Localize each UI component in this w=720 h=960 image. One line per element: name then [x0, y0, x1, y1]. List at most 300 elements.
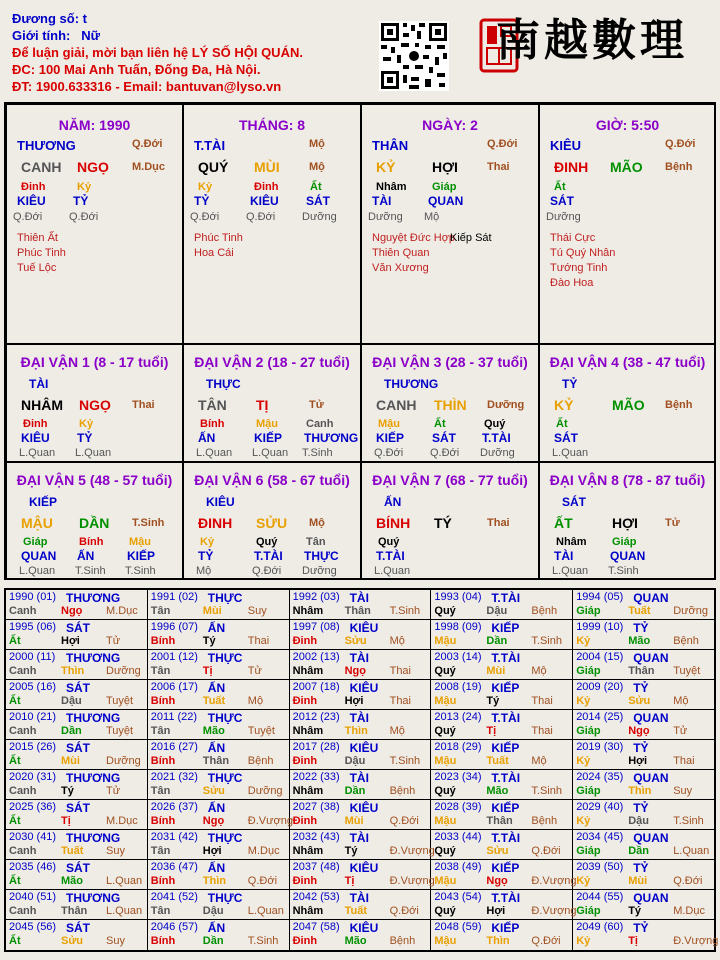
- hidden-god: T.TÀI: [254, 549, 283, 563]
- heavenly-stem: BÍNH: [376, 515, 411, 531]
- hidden-stem: Giáp: [612, 536, 637, 548]
- note-item: Thái Cực: [550, 232, 596, 244]
- year-cell: [6, 800, 148, 829]
- year-stem: Giáp: [576, 905, 601, 917]
- year-stage: T.Sinh: [531, 635, 562, 647]
- year-stage: Thai: [531, 725, 553, 737]
- year-cell: [431, 740, 573, 769]
- year-cell: [290, 890, 432, 919]
- year-stage: Thai: [673, 755, 695, 767]
- year-stem: Bính: [150, 815, 176, 827]
- year-ten-god: TÀI: [349, 891, 369, 905]
- year-cell: [431, 920, 573, 950]
- hidden-stage: Q.Đới: [374, 447, 404, 459]
- year-label: 2008 (19): [434, 681, 482, 693]
- year-stem: Canh: [9, 725, 37, 737]
- year-stem: Canh: [9, 845, 37, 857]
- year-label: 2013 (24): [434, 711, 482, 723]
- earthly-branch: THÌN: [434, 397, 467, 413]
- hidden-stage: Q.Đới: [246, 211, 276, 223]
- year-label: 1993 (04): [434, 591, 482, 603]
- year-stem: Mậu: [434, 695, 457, 707]
- year-branch: Hợi: [61, 635, 80, 647]
- year-label: 2021 (32): [150, 771, 198, 783]
- branch-stage: T.Sinh: [132, 517, 165, 529]
- earthly-branch: MÙI: [254, 159, 280, 175]
- year-cell: [290, 680, 432, 709]
- year-ten-god: THỰC: [207, 891, 243, 905]
- hidden-stem: Nhâm: [376, 181, 407, 193]
- year-stage: Q.Đới: [673, 875, 703, 887]
- year-stage: T.Sinh: [531, 785, 562, 797]
- hidden-stage: T.Sinh: [125, 565, 156, 577]
- year-branch: Ngọ: [486, 875, 508, 887]
- hidden-stage: L.Quan: [374, 565, 411, 577]
- year-branch: Sửu: [486, 845, 509, 857]
- ten-god-label: KIẾP: [29, 495, 58, 509]
- dai-van-title: ĐẠI VẬN 3 (28 - 37 tuổi): [372, 354, 528, 370]
- earthly-branch: NGỌ: [79, 397, 111, 413]
- year-cell: [573, 860, 714, 889]
- hidden-stem: Kỷ: [200, 536, 215, 548]
- note-extra: Kiếp Sát: [450, 232, 492, 244]
- year-ten-god: KIÊU: [349, 921, 379, 935]
- year-stage: T.Sinh: [673, 815, 704, 827]
- year-label: 2023 (34): [434, 771, 482, 783]
- year-label: 2032 (43): [292, 831, 340, 843]
- year-stage: Suy: [247, 605, 267, 617]
- year-row: [6, 860, 714, 890]
- hidden-god: KIÊU: [250, 194, 279, 208]
- year-cell: [148, 800, 293, 829]
- year-branch: Thân: [628, 665, 655, 677]
- year-ten-god: T.TÀI: [491, 771, 521, 785]
- year-stage: L.Quan: [106, 905, 143, 917]
- year-stage: Bệnh: [389, 785, 416, 797]
- year-label: 2039 (50): [576, 861, 624, 873]
- year-branch: Tý: [61, 785, 74, 797]
- year-label: 2007 (18): [292, 681, 340, 693]
- year-ten-god: TỶ: [633, 681, 649, 695]
- year-branch: Tý: [628, 905, 642, 917]
- stage-label: Q.Đới: [487, 138, 518, 150]
- year-stem: Mậu: [434, 635, 457, 647]
- year-branch: Ngọ: [628, 725, 650, 737]
- hidden-stage: Q.Đới: [13, 211, 43, 223]
- dai-van-cell: [361, 462, 539, 580]
- hidden-stage: Dưỡng: [302, 565, 337, 577]
- year-stem: Giáp: [576, 665, 601, 677]
- year-label: 2030 (41): [9, 831, 57, 843]
- year-branch: Dần: [344, 785, 366, 797]
- year-stem: Mậu: [434, 935, 457, 947]
- dai-van-title: ĐẠI VẬN 7 (68 - 77 tuổi): [372, 472, 528, 488]
- year-stem: Nhâm: [292, 725, 324, 737]
- year-stem: Kỷ: [576, 935, 591, 947]
- year-cell: [573, 740, 714, 769]
- year-stem: Kỷ: [576, 815, 591, 827]
- branch-stage: Mộ: [309, 517, 325, 529]
- year-stage: L.Quan: [106, 875, 143, 887]
- hidden-stem: Giáp: [23, 536, 48, 548]
- year-label: 1997 (08): [292, 621, 340, 633]
- year-label: 2040 (51): [9, 891, 57, 903]
- year-cell: [148, 830, 290, 859]
- header-info: [12, 10, 372, 95]
- year-branch: Dần: [628, 845, 649, 857]
- year-branch: Thìn: [61, 665, 85, 677]
- dai-van-cell: [183, 344, 361, 462]
- branch-stage: Dưỡng: [487, 399, 525, 411]
- year-branch: Thìn: [628, 785, 652, 797]
- note-item: Đào Hoa: [550, 277, 594, 289]
- year-ten-god: QUAN: [633, 891, 669, 905]
- branch-stage: Mộ: [309, 161, 325, 173]
- year-branch: Thân: [486, 815, 513, 827]
- hidden-stem: Ất: [554, 181, 566, 193]
- hidden-stem: Quý: [378, 536, 400, 548]
- pillar-title: NĂM: 1990: [58, 117, 131, 133]
- hidden-stem: Mậu: [256, 418, 278, 430]
- year-cell: [431, 680, 573, 709]
- note-item: Thiên Quan: [372, 247, 430, 259]
- year-stage: Đ.Vượng: [389, 845, 435, 857]
- note-item: Tú Quý Nhân: [550, 247, 616, 259]
- hidden-stage: L.Quan: [552, 565, 589, 577]
- year-cell: [6, 770, 148, 799]
- note-item: Văn Xương: [372, 262, 429, 274]
- year-stem: Nhâm: [292, 785, 324, 797]
- year-label: 1991 (02): [150, 591, 198, 603]
- year-cell: [290, 620, 432, 649]
- year-ten-god: THƯƠNG: [66, 771, 121, 785]
- year-cell: [573, 770, 714, 799]
- hidden-god: QUAN: [21, 549, 57, 563]
- year-stem: Giáp: [576, 605, 601, 617]
- year-label: 2027 (38): [292, 801, 340, 813]
- year-label: 2015 (26): [9, 741, 57, 753]
- year-branch: Thìn: [486, 935, 510, 947]
- year-stem: Nhâm: [292, 845, 324, 857]
- year-stem: Bính: [150, 755, 176, 767]
- year-cell: [6, 650, 148, 679]
- year-stem: Mậu: [434, 815, 457, 827]
- year-cell: [148, 740, 290, 769]
- dai-van-title: ĐẠI VẬN 2 (18 - 27 tuổi): [194, 354, 350, 370]
- year-cell: [573, 830, 714, 859]
- year-cell: [6, 860, 148, 889]
- year-label: 2024 (35): [576, 771, 624, 783]
- hidden-stem: Ất: [434, 418, 446, 430]
- year-row: [6, 770, 714, 800]
- year-cell: [6, 680, 148, 709]
- year-stage: Mộ: [531, 755, 547, 767]
- year-ten-god: KIÊU: [349, 741, 379, 755]
- year-branch: Mùi: [344, 815, 364, 827]
- year-stage: Tuyệt: [106, 725, 134, 737]
- year-branch: Tuất: [202, 695, 226, 707]
- year-stage: Bệnh: [531, 815, 558, 827]
- ten-god-label: TỶ: [562, 377, 578, 391]
- year-stage: M.Dục: [673, 905, 705, 917]
- year-row: [6, 890, 714, 920]
- year-label: 2034 (45): [576, 831, 624, 843]
- stage-label: Mộ: [309, 138, 325, 150]
- year-row: [6, 740, 714, 770]
- hidden-stem: Bính: [79, 536, 104, 548]
- year-cell: [290, 770, 432, 799]
- note-item: Tuế Lộc: [17, 262, 57, 274]
- year-branch: Mùi: [486, 665, 506, 677]
- year-ten-god: QUAN: [633, 711, 669, 725]
- year-stage: Đ.Vượng: [531, 875, 577, 887]
- year-stem: Canh: [9, 905, 37, 917]
- year-label: 2022 (33): [292, 771, 340, 783]
- pillar-cell: [539, 104, 716, 344]
- year-stem: Tân: [150, 785, 171, 797]
- year-ten-god: TỶ: [633, 801, 649, 815]
- dai-van-cell: [539, 344, 716, 462]
- year-stem: Giáp: [576, 845, 601, 857]
- year-branch: Thân: [61, 905, 88, 917]
- year-cell: [148, 860, 290, 889]
- ten-god-label: THÂN: [372, 138, 409, 153]
- year-stage: Tử: [106, 635, 121, 647]
- year-ten-god: THỰC: [207, 771, 243, 785]
- hidden-god: SÁT: [550, 194, 574, 208]
- year-stem: Nhâm: [292, 905, 324, 917]
- year-ten-god: KIẾP: [491, 861, 520, 875]
- year-branch: Tuất: [344, 905, 367, 917]
- year-stem: Đinh: [292, 635, 318, 647]
- year-label: 2001 (12): [150, 651, 198, 663]
- year-label: 2036 (47): [150, 861, 198, 873]
- hidden-god: SÁT: [432, 431, 456, 445]
- dai-van-cell: [183, 462, 361, 580]
- year-cell: [290, 800, 432, 829]
- ten-god-label: THƯƠNG: [17, 138, 76, 153]
- heavenly-stem: KỶ: [376, 159, 396, 175]
- earthly-branch: MÃO: [610, 159, 643, 175]
- hidden-god: KIÊU: [17, 194, 46, 208]
- hidden-stage: L.Quan: [552, 447, 589, 459]
- year-label: 2037 (48): [292, 861, 340, 873]
- branch-stage: Thai: [487, 517, 510, 529]
- hidden-god: QUAN: [428, 194, 464, 208]
- hidden-stage: L.Quan: [196, 447, 233, 459]
- year-cell: [431, 890, 577, 919]
- year-branch: Dần: [486, 635, 508, 647]
- year-cell: [431, 830, 573, 859]
- branch-stage: Tử: [309, 399, 324, 411]
- year-ten-god: KIẾP: [491, 921, 520, 935]
- dai-van-title: ĐẠI VẬN 1 (8 - 17 tuổi): [20, 354, 169, 370]
- hidden-god: TỶ: [73, 194, 89, 208]
- year-ten-god: QUAN: [633, 591, 669, 605]
- year-label: 2012 (23): [292, 711, 340, 723]
- year-stage: M.Dục: [106, 605, 138, 617]
- year-branch: Dần: [61, 725, 82, 737]
- pillar-cell: [6, 104, 183, 344]
- year-stage: Bệnh: [247, 755, 274, 767]
- year-branch: Dậu: [628, 815, 649, 827]
- year-label: 2048 (59): [434, 921, 482, 933]
- hidden-stem: Kỷ: [198, 181, 213, 193]
- year-label: 2002 (13): [292, 651, 340, 663]
- hidden-god: TÀI: [372, 194, 392, 208]
- year-stage: Tuyệt: [247, 725, 275, 737]
- pillar-title: NGÀY: 2: [422, 117, 478, 133]
- year-stem: Quý: [434, 665, 456, 677]
- year-stage: Tuyệt: [106, 695, 134, 707]
- hidden-god: ẤN: [198, 431, 216, 445]
- hidden-stage: Dưỡng: [302, 211, 337, 223]
- ten-god-label: T.TÀI: [194, 138, 226, 153]
- heavenly-stem: CANH: [376, 397, 417, 413]
- year-stage: Dưỡng: [106, 665, 141, 677]
- dai-van-title: ĐẠI VẬN 6 (58 - 67 tuổi): [194, 472, 350, 488]
- year-cell: [431, 620, 573, 649]
- year-stage: Bệnh: [531, 605, 558, 617]
- year-cell: [148, 710, 290, 739]
- year-cell: [148, 620, 290, 649]
- year-branch: Mão: [202, 725, 225, 737]
- year-stage: Thai: [247, 635, 270, 647]
- year-cell: [431, 800, 573, 829]
- hidden-stem: Ất: [556, 418, 568, 430]
- year-row: [6, 590, 714, 620]
- year-label: 2004 (15): [576, 651, 624, 663]
- year-stem: Quý: [434, 725, 456, 737]
- heavenly-stem: KỶ: [554, 397, 574, 413]
- ten-god-label: SÁT: [562, 495, 586, 509]
- hidden-stage: T.Sinh: [608, 565, 639, 577]
- contact-line: Để luận giải, mời bạn liên hệ LÝ SỐ HỘI QUÁN.: [12, 45, 303, 60]
- ten-god-label: KIÊU: [206, 495, 235, 509]
- year-branch: Hợi: [486, 905, 506, 917]
- year-stem: Quý: [434, 905, 456, 917]
- year-stem: Đinh: [292, 695, 318, 707]
- hidden-stage: Q.Đới: [252, 565, 282, 577]
- note-item: Thiên Ất: [17, 232, 58, 244]
- year-label: 2026 (37): [150, 801, 198, 813]
- dai-van-title: ĐẠI VẬN 8 (78 - 87 tuổi): [549, 472, 706, 488]
- year-cell: [573, 890, 714, 919]
- year-branch: Hợi: [202, 845, 222, 857]
- year-ten-god: KIẾP: [491, 801, 520, 815]
- year-stem: Ất: [9, 755, 21, 767]
- year-branch: Thân: [202, 755, 230, 767]
- year-ten-god: THƯƠNG: [66, 891, 121, 905]
- year-stem: Tân: [150, 725, 171, 737]
- hidden-stage: Q.Đới: [69, 211, 99, 223]
- branch-stage: Bệnh: [665, 161, 693, 173]
- year-stem: Canh: [9, 605, 37, 617]
- hidden-stem: Kỷ: [79, 418, 94, 430]
- year-ten-god: KIÊU: [349, 681, 379, 695]
- hidden-god: SÁT: [306, 194, 330, 208]
- notes-list: [17, 231, 66, 276]
- year-cell: [573, 920, 719, 950]
- year-branch: Tị: [61, 815, 71, 827]
- dai-van-cell: [6, 462, 183, 580]
- heavenly-stem: CANH: [21, 159, 62, 175]
- phone-email-line: ĐT: 1900.633316 - Email: bantuvan@lyso.vn: [12, 79, 282, 94]
- year-stage: Suy: [106, 845, 125, 857]
- earthly-branch: SỬU: [256, 515, 288, 531]
- year-stem: Kỷ: [576, 875, 591, 887]
- year-branch: Sửu: [61, 935, 84, 947]
- year-ten-god: T.TÀI: [491, 591, 521, 605]
- year-stem: Đinh: [292, 935, 318, 947]
- year-stem: Giáp: [576, 785, 601, 797]
- year-ten-god: SÁT: [66, 621, 90, 635]
- year-label: 1992 (03): [292, 591, 340, 603]
- hidden-stem: Quý: [484, 418, 506, 430]
- year-cell: [431, 860, 577, 889]
- year-ten-god: TÀI: [349, 591, 369, 605]
- year-branch: Mùi: [202, 605, 222, 617]
- dai-van-title: ĐẠI VẬN 5 (48 - 57 tuổi): [16, 472, 173, 488]
- year-cell: [573, 590, 714, 619]
- year-cell: [148, 770, 290, 799]
- year-ten-god: KIÊU: [349, 861, 379, 875]
- year-stem: Bính: [150, 695, 176, 707]
- year-stage: Q.Đới: [389, 905, 419, 917]
- ten-god-label: THƯƠNG: [384, 377, 439, 391]
- year-branch: Tị: [486, 725, 497, 737]
- year-label: 2028 (39): [434, 801, 482, 813]
- year-ten-god: THƯƠNG: [66, 651, 121, 665]
- year-label: 2018 (29): [434, 741, 482, 753]
- hidden-god: SÁT: [554, 431, 578, 445]
- year-cell: [431, 770, 573, 799]
- year-label: 2019 (30): [576, 741, 624, 753]
- hidden-stem: Canh: [306, 418, 334, 430]
- year-ten-god: THỰC: [207, 711, 243, 725]
- hidden-stem: Kỷ: [77, 181, 92, 193]
- year-stem: Quý: [434, 785, 456, 797]
- year-ten-god: TỶ: [633, 741, 649, 755]
- hidden-stem: Bính: [200, 418, 225, 430]
- year-cell: [6, 830, 148, 859]
- year-branch: Ngọ: [202, 815, 225, 827]
- notes-list: [194, 231, 243, 261]
- year-stem: Kỷ: [576, 755, 591, 767]
- year-stage: L.Quan: [673, 845, 710, 857]
- year-stem: Đinh: [292, 875, 318, 887]
- year-label: 2049 (60): [576, 921, 624, 933]
- pillar-title: THÁNG: 8: [238, 117, 306, 133]
- year-ten-god: THƯƠNG: [66, 831, 121, 845]
- year-stem: Bính: [150, 635, 176, 647]
- year-stem: Nhâm: [292, 665, 324, 677]
- year-cell: [290, 590, 432, 619]
- year-ten-god: KIẾP: [491, 621, 520, 635]
- year-cell: [290, 710, 432, 739]
- hidden-stem: Nhâm: [556, 536, 587, 548]
- year-ten-god: KIẾP: [491, 681, 520, 695]
- year-branch: Tuất: [486, 755, 509, 767]
- year-row: [6, 920, 719, 950]
- branch-stage: Thai: [132, 399, 155, 411]
- year-stem: Mậu: [434, 875, 457, 887]
- year-ten-god: SÁT: [66, 921, 90, 935]
- year-ten-god: ẤN: [207, 621, 226, 635]
- year-branch: Tý: [344, 845, 358, 857]
- note-item: Nguyệt Đức Hợp: [372, 232, 456, 244]
- hidden-stem: Ất: [310, 181, 322, 193]
